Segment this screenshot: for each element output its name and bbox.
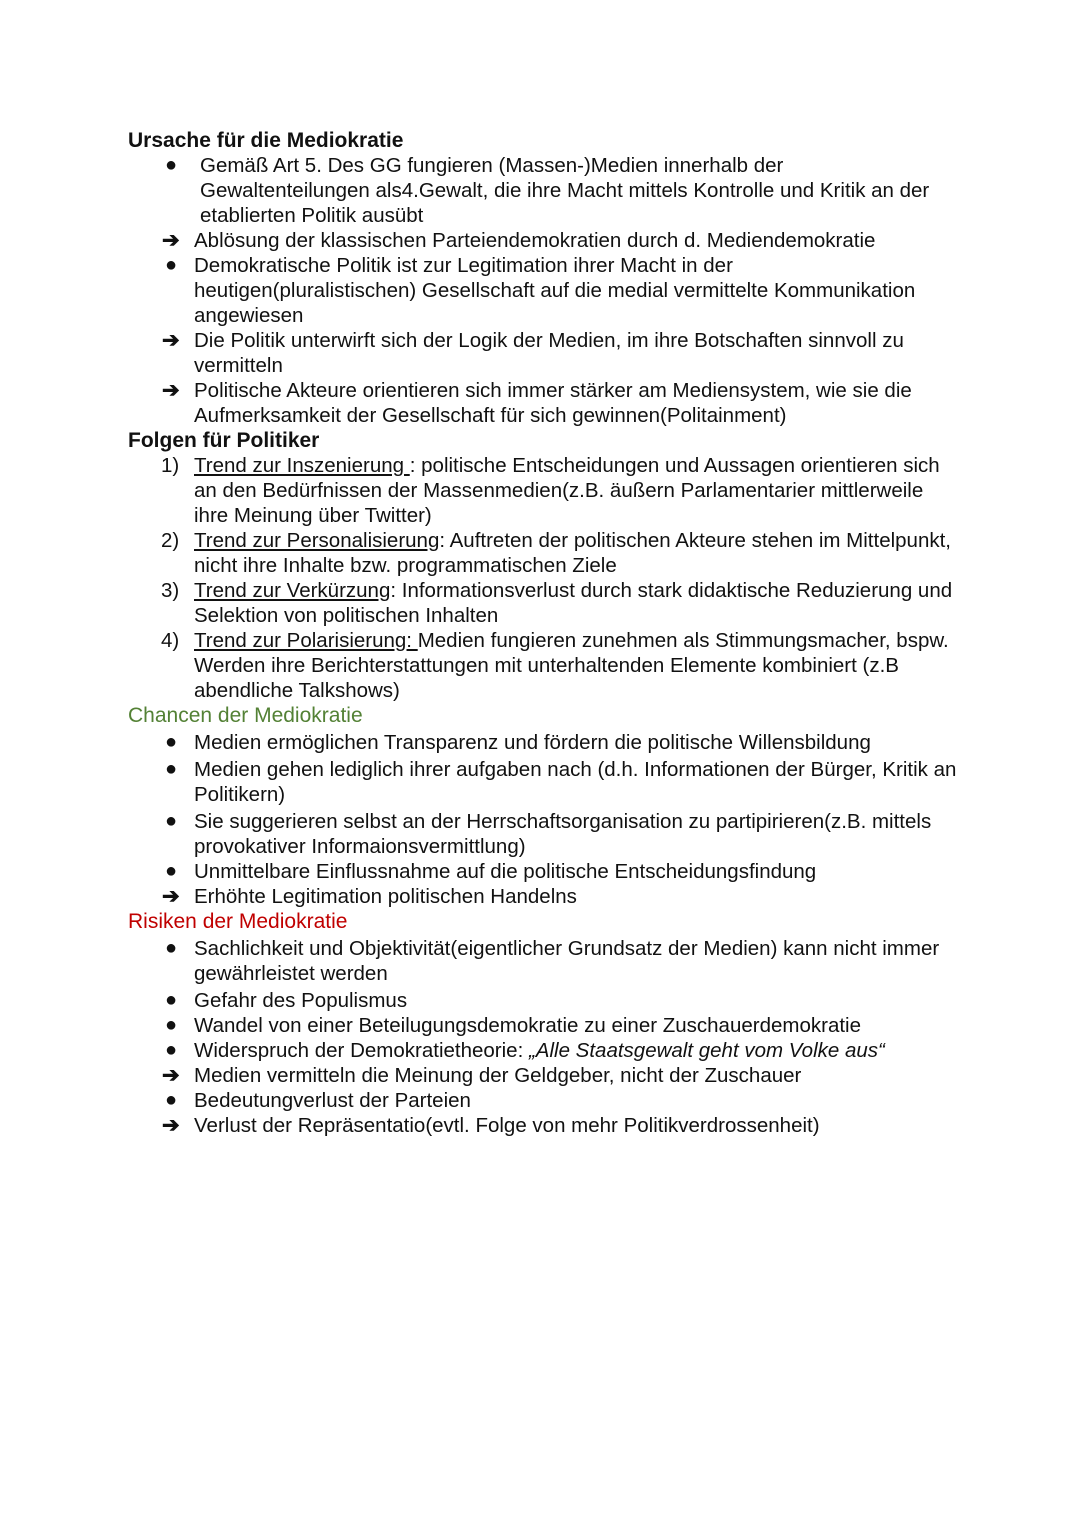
item-text: Medien ermöglichen Transparenz und fördern die politische Willensbildung xyxy=(194,731,871,754)
item-text: Erhöhte Legitimation politischen Handelns xyxy=(194,885,577,908)
item-text: Gefahr des Populismus xyxy=(194,989,408,1012)
item-text: Medien fungieren zunehmen als Stimmungsmacher, bspw. Werden ihre Berichterstattungen mit unterhaltenden Elemente kombiniert (z.B abendliche Talkshows) xyxy=(194,629,949,702)
numbered-item xyxy=(128,528,958,578)
item-text: : Auftreten der politischen Akteure stehen im Mittelpunkt, nicht ihre Inhalte bzw. programmatischen Ziele xyxy=(194,529,951,577)
bullet-icon: ● xyxy=(165,254,178,276)
arrow-icon: ➔ xyxy=(162,329,180,352)
bullet-icon: ● xyxy=(165,154,178,176)
item-text: Die Politik unterwirft sich der Logik der Medien, im ihre Botschaften sinnvoll zu vermitteln xyxy=(194,329,904,377)
list-item xyxy=(128,809,958,859)
list-item xyxy=(128,1013,958,1038)
item-term: Trend zur Inszenierung xyxy=(194,454,410,477)
list-item xyxy=(128,1038,958,1063)
item-text: Demokratische Politik ist zur Legitimation ihrer Macht in der heutigen(pluralistischen) Gesellschaft auf die medial vermittelte Kommunikation angewiesen xyxy=(194,254,916,327)
item-number: 3) xyxy=(161,579,180,602)
item-text: Widerspruch der Demokratietheorie: xyxy=(194,1039,529,1062)
heading-ursache: Ursache für die Mediokratie xyxy=(128,129,404,152)
item-number: 1) xyxy=(161,454,180,477)
item-term: Trend zur Polarisierung: xyxy=(194,629,418,652)
list-item xyxy=(128,1088,958,1113)
bullet-icon: ● xyxy=(165,1014,178,1036)
bullet-icon: ● xyxy=(165,1039,178,1061)
arrow-icon: ➔ xyxy=(162,1114,180,1137)
heading-risiken: Risiken der Mediokratie xyxy=(128,910,348,933)
item-text: : Informationsverlust durch stark didaktische Reduzierung und Selektion von politischen Inhalten xyxy=(194,579,953,627)
arrow-icon: ➔ xyxy=(162,1064,180,1087)
item-term: Trend zur Personalisierung xyxy=(194,529,440,552)
document-content xyxy=(128,128,958,1138)
item-text: Bedeutungverlust der Parteien xyxy=(194,1089,471,1112)
heading-folgen: Folgen für Politiker xyxy=(128,429,320,452)
list-item xyxy=(128,988,958,1013)
bullet-icon: ● xyxy=(165,810,178,832)
numbered-item xyxy=(128,628,958,703)
heading-chancen: Chancen der Mediokratie xyxy=(128,704,363,727)
item-text: Politische Akteure orientieren sich immer stärker am Mediensystem, wie sie die Aufmerksamkeit der Gesellschaft für sich gewinnen(Politainment) xyxy=(194,379,912,427)
bullet-icon: ● xyxy=(165,860,178,882)
item-text: Medien vermitteln die Meinung der Geldgeber, nicht der Zuschauer xyxy=(194,1064,802,1087)
item-text: Sachlichkeit und Objektivität(eigentlicher Grundsatz der Medien) kann nicht immer gewährleistet werden xyxy=(194,937,940,985)
item-term: Trend zur Verkürzung xyxy=(194,579,391,602)
item-text: Ablösung der klassischen Parteiendemokratien durch d. Mediendemokratie xyxy=(194,229,876,252)
item-text: Gemäß Art 5. Des GG fungieren (Massen-)Medien innerhalb der Gewaltenteilungen als4.Gewalt, die ihre Macht mittels Kontrolle und Kritik an der etablierten Politik ausübt xyxy=(200,154,930,227)
list-item xyxy=(128,253,958,328)
bullet-icon: ● xyxy=(165,731,178,753)
item-text: Verlust der Repräsentatio(evtl. Folge von mehr Politikverdrossenheit) xyxy=(194,1114,820,1137)
numbered-item xyxy=(128,453,958,528)
list-item xyxy=(128,936,958,986)
list-item xyxy=(128,228,958,253)
list-item xyxy=(128,730,958,755)
arrow-icon: ➔ xyxy=(162,379,180,402)
arrow-icon: ➔ xyxy=(162,229,180,252)
item-text: Wandel von einer Beteilugungsdemokratie zu einer Zuschauerdemokratie xyxy=(194,1014,862,1037)
item-text: Medien gehen lediglich ihrer aufgaben nach (d.h. Informationen der Bürger, Kritik an Politikern) xyxy=(194,758,957,806)
item-number: 4) xyxy=(161,629,180,652)
item-text: : politische Entscheidungen und Aussagen orientieren sich an den Bedürfnissen der Massenmedien(z.B. äußern Parlamentarier mittlerweile ihre Meinung über Twitter) xyxy=(194,454,940,527)
item-text: Unmittelbare Einflussnahme auf die politische Entscheidungsfindung xyxy=(194,860,817,883)
arrow-icon: ➔ xyxy=(162,885,180,908)
list-item xyxy=(128,328,958,378)
bullet-icon: ● xyxy=(165,989,178,1011)
list-item xyxy=(128,884,958,909)
list-item xyxy=(128,1063,958,1088)
list-item xyxy=(128,859,958,884)
list-item xyxy=(128,153,958,228)
numbered-item xyxy=(128,578,958,628)
bullet-icon: ● xyxy=(165,758,178,780)
item-text: Sie suggerieren selbst an der Herrschaftsorganisation zu partipirieren(z.B. mittels provokativer Informaionsvermittlung) xyxy=(194,810,932,858)
list-item xyxy=(128,1113,958,1138)
list-item xyxy=(128,378,958,428)
item-quote: „Alle Staatsgewalt geht vom Volke aus“ xyxy=(528,1039,885,1062)
bullet-icon: ● xyxy=(165,1089,178,1111)
bullet-icon: ● xyxy=(165,937,178,959)
list-item xyxy=(128,757,958,807)
item-number: 2) xyxy=(161,529,180,552)
